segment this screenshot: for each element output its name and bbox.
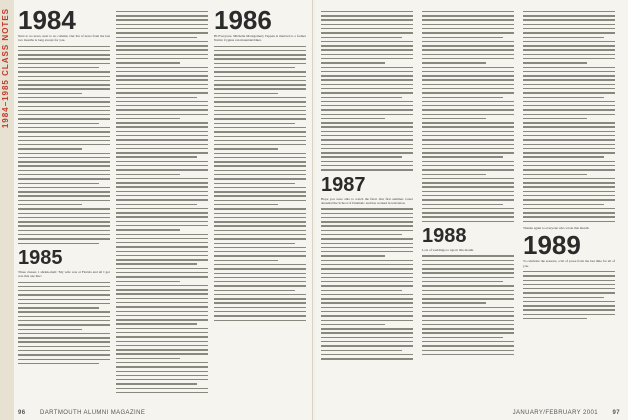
class-note-text: Next to no news, next to no column. Our list of news from the last two months is long except for you.	[18, 34, 110, 43]
left-page	[0, 0, 313, 420]
side-tab-label: 1984–1985 CLASS NOTES	[1, 8, 10, 129]
text-block	[422, 11, 514, 222]
page-number: 97	[612, 410, 620, 416]
magazine-title: DARTMOUTH ALUMNI MAGAZINE	[40, 410, 146, 416]
issue-date: JANUARY/FEBRUARY 2001	[512, 410, 598, 416]
text-block	[321, 208, 413, 359]
class-note-text: Three classes 1 shrink-mail: 'My wife was at Florida and all I got was this one line.'	[18, 269, 110, 279]
class-year-heading: 1985	[18, 246, 63, 269]
left-column-3	[214, 8, 306, 402]
left-page-columns	[18, 8, 306, 402]
right-page	[315, 0, 628, 420]
right-page-columns	[321, 8, 620, 402]
text-block	[116, 11, 208, 393]
text-block	[422, 255, 514, 355]
class-year-heading: 1988	[422, 225, 467, 248]
class-notes-side-tab	[0, 0, 14, 420]
class-note-text: To celebrate the seasons, a bit of prose from me last time for all of you.	[523, 259, 615, 268]
class-year-heading: 1989	[523, 230, 581, 261]
right-column-3	[523, 8, 615, 402]
class-note-text: Thanks again to everyone who wrote this month.	[523, 226, 590, 231]
class-year-heading: 1986	[214, 8, 272, 35]
class-note-text: Lots of weddings to report this month.	[422, 248, 475, 253]
text-block	[523, 11, 615, 222]
text-block	[214, 46, 306, 321]
class-year-heading: 1984	[18, 8, 76, 35]
left-column-2	[116, 8, 208, 402]
class-note-text: Hope you were able to watch the final. Our first summer. Greer attended the School of Dramatic and has worked in television.	[321, 196, 413, 205]
right-column-2	[422, 8, 514, 402]
page-number: 96	[18, 410, 26, 416]
class-note-text: Hi Everyone. Michelle Montgomery Tappan is married to a former Native Cygnus ran mountain/biker.	[214, 34, 306, 43]
text-block	[18, 282, 110, 365]
right-column-1	[321, 8, 413, 402]
left-column-1	[18, 8, 110, 402]
text-block	[321, 11, 413, 171]
class-year-heading: 1987	[321, 173, 366, 196]
text-block	[18, 46, 110, 244]
text-block	[523, 271, 615, 319]
